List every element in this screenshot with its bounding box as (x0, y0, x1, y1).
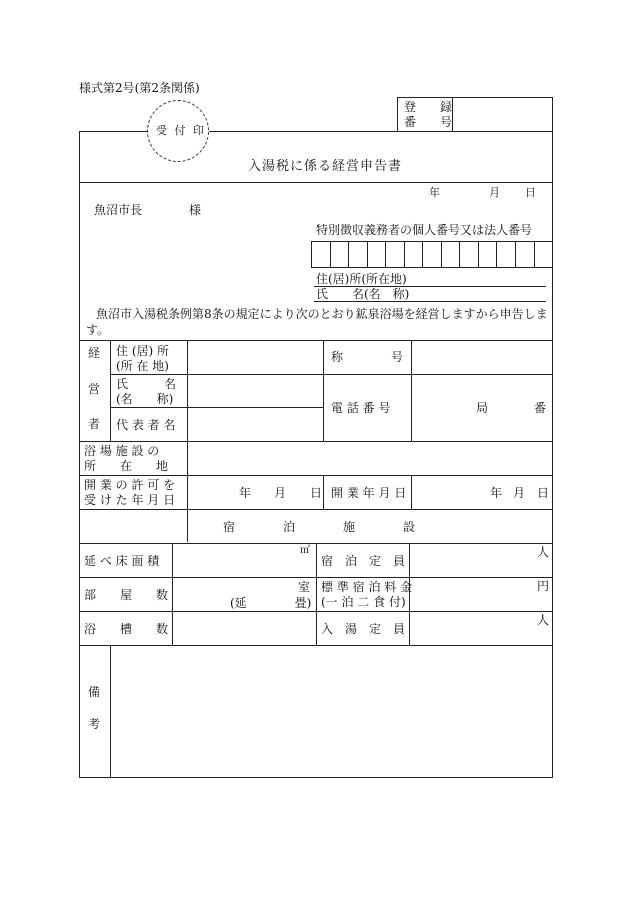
operator-address-label: 住 (居) 所 (116, 344, 169, 358)
operator-label-1: 経 (88, 346, 101, 360)
operator-address-label-2: (所 在 地) (116, 359, 169, 373)
operator-name-field[interactable] (189, 376, 321, 406)
applicant-address-label: 住(居)所(所在地) (316, 272, 407, 286)
date-year: 年 (429, 186, 440, 199)
permit-date-label-2: 受 け た 年 月 日 (84, 493, 176, 507)
operator-rep-field[interactable] (189, 409, 321, 440)
applicant-name-line[interactable] (314, 301, 546, 302)
rate-field[interactable] (411, 579, 533, 610)
open-day: 日 (537, 486, 550, 500)
date-day: 日 (525, 186, 536, 199)
registration-label-2: 番 号 (404, 115, 453, 129)
addressee-name: 魚沼市長 (94, 203, 143, 217)
floor-area-field[interactable] (174, 545, 296, 576)
rate-label-2: (一 泊 二 食 付) (321, 595, 406, 609)
lodging-heading: 宿 泊 施 設 (223, 520, 416, 534)
operator-name-label: 氏 名 (116, 377, 177, 391)
bath-capacity-label: 入 湯 定 員 (321, 622, 406, 636)
applicant-name-label: 氏 名(名 称) (316, 287, 410, 301)
operator-rep-label: 代 表 者 名 (116, 418, 176, 432)
open-date-label: 開 業 年 月 日 (331, 486, 407, 500)
facility-location-label: 浴 場 施 設 の (84, 444, 160, 458)
reception-stamp-label: 受 付 印 (156, 124, 206, 137)
rooms-label: 部 屋 数 (84, 588, 169, 602)
trade-name-label: 称 号 (331, 350, 404, 364)
form-id: 様式第2号(第2条関係) (79, 81, 200, 95)
operator-address-field[interactable] (189, 342, 321, 373)
remarks-label-1: 備 (88, 685, 101, 699)
trade-name-field[interactable] (413, 342, 551, 373)
operator-label-3: 者 (88, 417, 101, 431)
id-number-label: 特別徴収義務者の個人番号又は法人番号 (316, 223, 533, 237)
baths-label: 浴 槽 数 (84, 622, 169, 636)
permit-year: 年 (239, 486, 252, 500)
open-year: 年 (490, 486, 503, 500)
rate-label: 標 準 宿 泊 料 金 (321, 580, 413, 594)
baths-field[interactable] (174, 613, 314, 644)
operator-name-label-2: (名 称) (116, 392, 174, 406)
floor-area-unit: ㎡ (300, 545, 310, 556)
remarks-field[interactable] (112, 647, 551, 776)
phone-label: 電 話 番 号 (331, 401, 391, 415)
capacity-unit: 人 (537, 545, 550, 559)
rate-unit: 円 (537, 579, 550, 593)
bath-capacity-field[interactable] (411, 613, 533, 644)
form-title: 入湯税に係る経営申告書 (248, 159, 403, 174)
facility-location-label-2: 所 在 地 (84, 459, 169, 473)
facility-location-field[interactable] (189, 443, 551, 474)
phone-bureau-label: 局 (476, 401, 489, 415)
addressee-honorific: 様 (189, 203, 202, 217)
permit-day: 日 (310, 486, 323, 500)
declaration-text: 魚沼市入湯税条例第8条の規定により次のとおり鉱泉浴場を経営しますから申告します。 (86, 307, 548, 337)
remarks-label-2: 考 (88, 717, 101, 731)
rooms-unit: 室 (298, 580, 311, 594)
floor-area-label: 延 べ 床 面 積 (84, 554, 160, 568)
bath-capacity-unit: 人 (537, 613, 550, 627)
permit-month: 月 (274, 486, 287, 500)
registration-label: 登 録 (404, 100, 453, 114)
phone-number-label: 番 (534, 401, 547, 415)
capacity-label: 宿 泊 定 員 (321, 554, 406, 568)
permit-date-label: 開 業 の 許 可 を (84, 478, 176, 492)
operator-label-2: 営 (88, 382, 101, 396)
capacity-field[interactable] (411, 545, 533, 576)
registration-number-field[interactable] (454, 99, 550, 130)
open-month: 月 (513, 486, 526, 500)
date-month: 月 (489, 186, 500, 199)
rooms-sub: (延 畳) (230, 596, 312, 610)
